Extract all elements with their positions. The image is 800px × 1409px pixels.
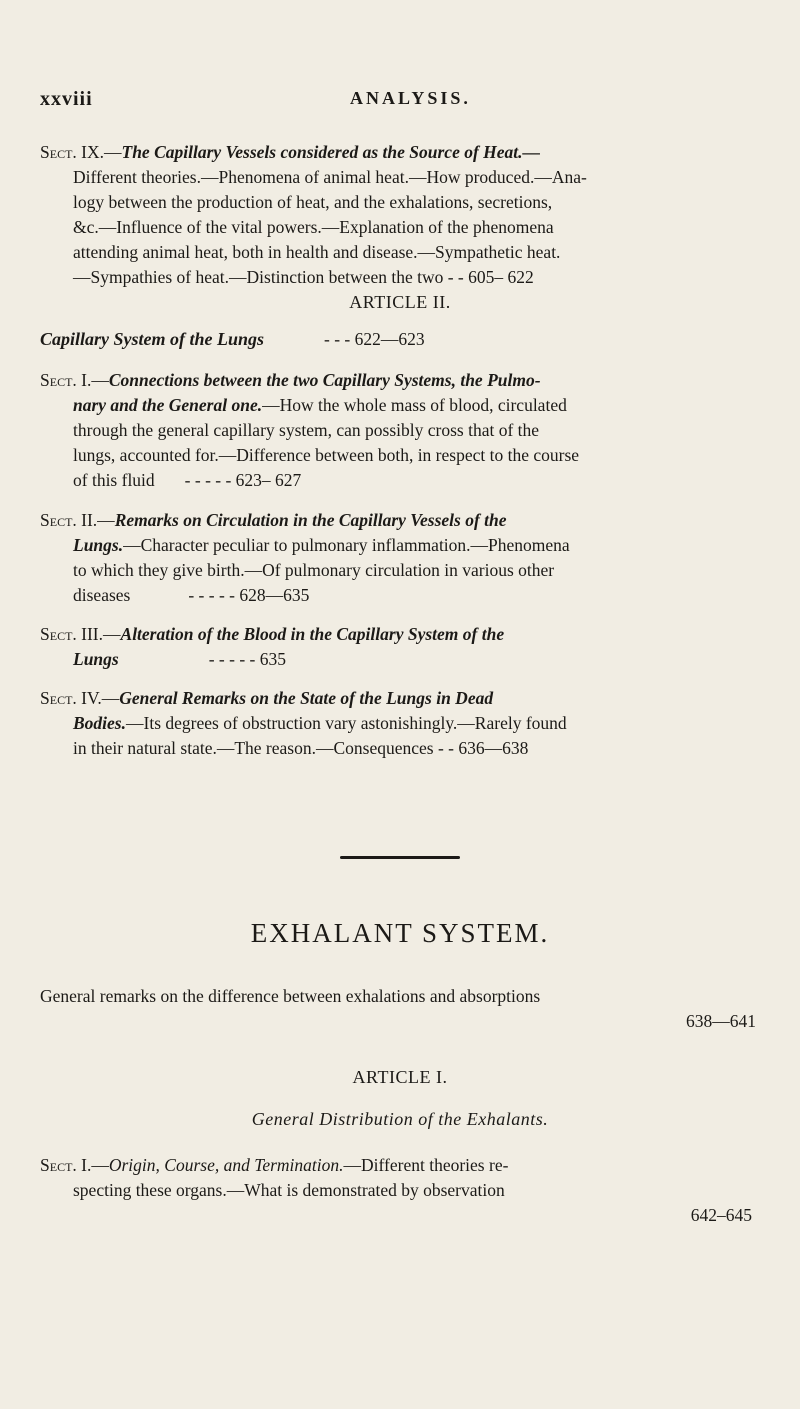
section-iii — [40, 622, 760, 672]
section-title: The Capillary Vessels considered as the Source of Heat.— — [121, 142, 541, 162]
section-pages: - - - - - 628—635 — [188, 585, 310, 605]
article-ii-title-row — [40, 327, 760, 352]
article-i-title: General Distribution of the Exhalants. — [251, 1109, 549, 1129]
section-ix — [40, 140, 760, 290]
section-text-line: —How the whole mass of blood, circulated — [262, 395, 567, 415]
section-label: Sect. II.— — [40, 510, 115, 530]
section-label: Sect. IX.— — [40, 142, 122, 162]
section-text-line: —Its degrees of obstruction vary astonishingly.—Rarely found — [126, 713, 567, 733]
section-title-cont: nary and the General one. — [73, 395, 263, 415]
section-title: General Remarks on the State of the Lungs in Dead — [119, 688, 494, 708]
section-label: Sect. IV.— — [40, 688, 120, 708]
page-header — [40, 88, 760, 118]
section-text-line: to which they give birth.—Of pulmonary circulation in various other — [73, 560, 555, 580]
article-pages: - - - 622—623 — [324, 329, 425, 349]
section-title-cont: Lungs. — [73, 535, 124, 555]
section-divider — [340, 856, 460, 859]
general-remarks-pages: 638—641 — [686, 1011, 756, 1031]
section-text-line: through the general capillary system, can possibly cross that of the — [73, 420, 540, 440]
section-text-line: —Different theories re- — [343, 1155, 509, 1175]
section-title: Origin, Course, and Termination. — [108, 1155, 344, 1175]
section-text-line: of this fluid — [73, 470, 155, 490]
section-label: Sect. I.— — [40, 1155, 109, 1175]
section-pages: - - - - - 635 — [208, 649, 286, 669]
page-number: xxviii — [40, 88, 93, 110]
article-i-heading: ARTICLE I. — [352, 1067, 448, 1087]
section-i-exhalants — [40, 1153, 760, 1228]
section-title: Alteration of the Blood in the Capillary System of the — [120, 624, 505, 644]
article-title: Capillary System of the Lungs — [40, 329, 265, 349]
system-title: EXHALANT SYSTEM. — [250, 918, 550, 948]
section-title: Remarks on Circulation in the Capillary Vessels of the — [114, 510, 507, 530]
section-text-line: diseases — [73, 585, 131, 605]
section-text-line: &c.—Influence of the vital powers.—Explanation of the phenomena — [73, 217, 554, 237]
running-head: ANALYSIS. — [350, 88, 471, 108]
section-text-line: attending animal heat, both in health and disease.—Sympathetic heat. — [73, 242, 561, 262]
section-text-line: lungs, accounted for.—Difference between both, in respect to the course — [73, 445, 580, 465]
section-title: Connections between the two Capillary Systems, the Pulmo- — [108, 370, 541, 390]
general-remarks — [40, 984, 760, 1034]
section-pages: 642–645 — [690, 1205, 752, 1225]
section-text-line: —Sympathies of heat.—Distinction between the two - - 605– 622 — [73, 267, 534, 287]
section-text-line: —Character peculiar to pulmonary inflammation.—Phenomena — [123, 535, 570, 555]
section-i — [40, 368, 760, 493]
section-iv — [40, 686, 760, 761]
section-ii — [40, 508, 760, 608]
section-label: Sect. III.— — [40, 624, 121, 644]
section-label: Sect. I.— — [40, 370, 109, 390]
section-text-line: specting these organs.—What is demonstrated by observation — [73, 1180, 505, 1200]
section-pages: - - - - - 623– 627 — [184, 470, 302, 490]
general-remarks-text: General remarks on the difference between exhalations and absorptions — [40, 986, 541, 1006]
section-text-line: in their natural state.—The reason.—Consequences - - 636—638 — [73, 738, 529, 758]
section-title-cont: Lungs — [73, 649, 119, 669]
section-title-cont: Bodies. — [73, 713, 126, 733]
section-text-line: Different theories.—Phenomena of animal heat.—How produced.—Ana- — [73, 167, 587, 187]
section-text-line: logy between the production of heat, and the exhalations, secretions, — [73, 192, 553, 212]
article-ii-heading: ARTICLE II. — [349, 292, 451, 312]
